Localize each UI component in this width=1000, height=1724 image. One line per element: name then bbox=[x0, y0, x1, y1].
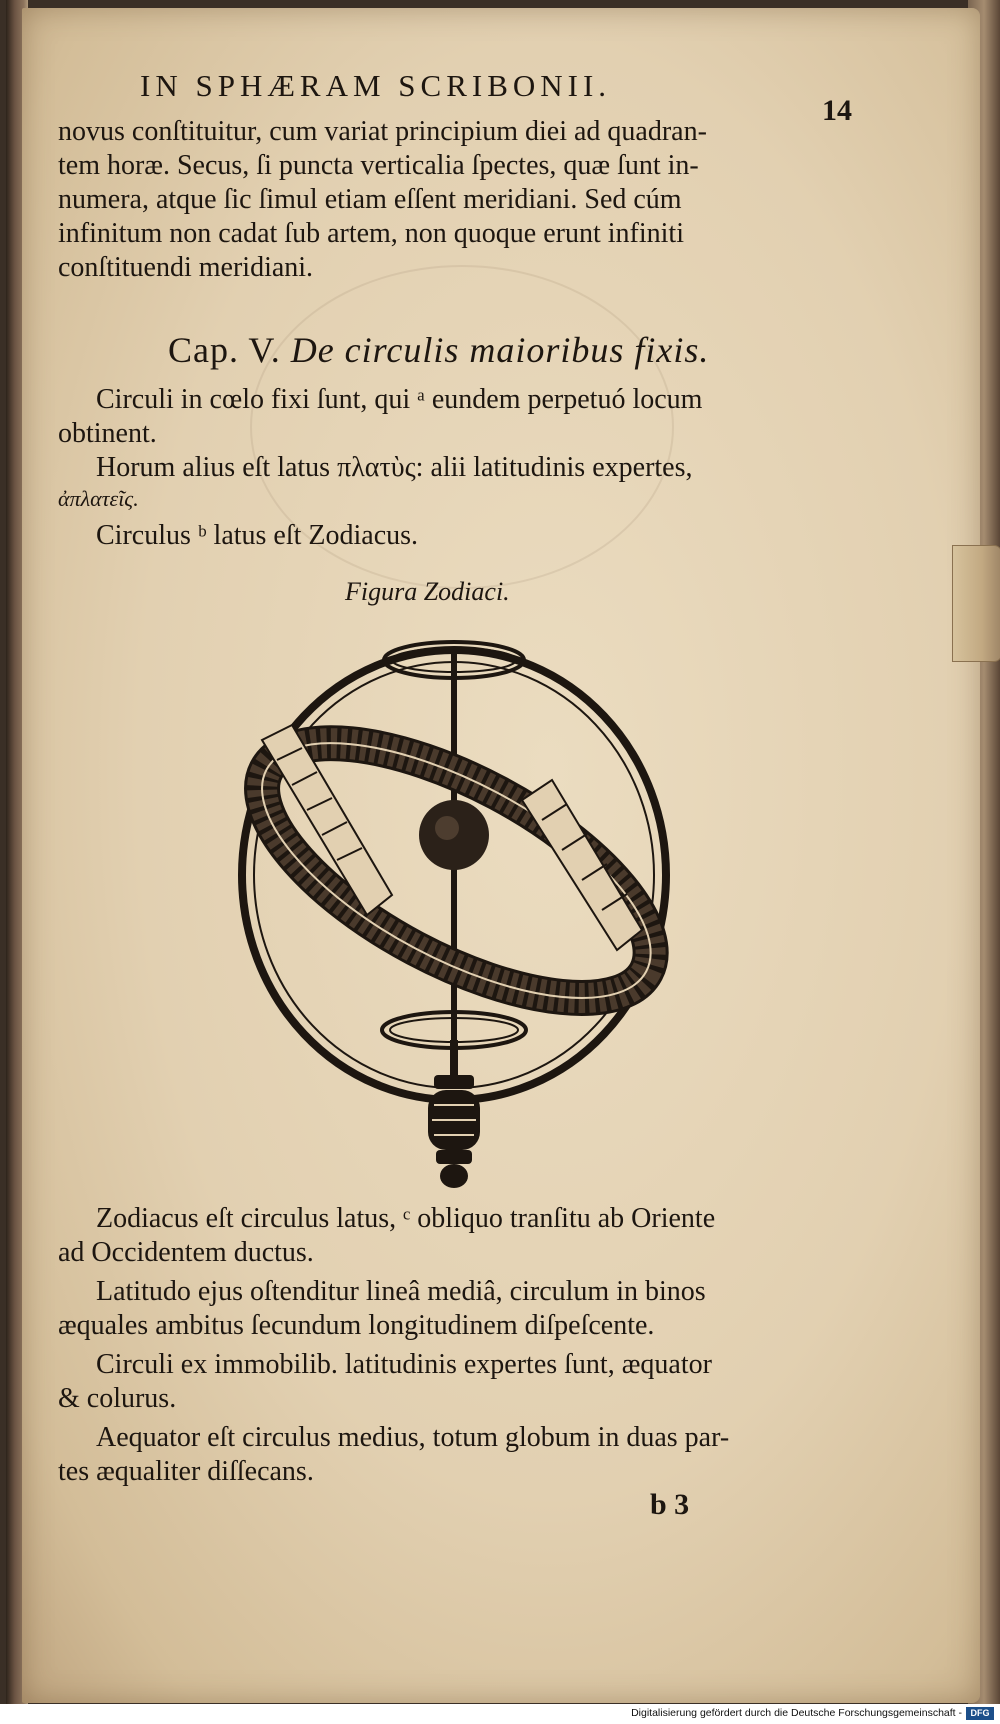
text-line: Latitudo ejus oſtenditur lineâ mediâ, circulum in binos bbox=[96, 1276, 706, 1307]
text-line: Circuli ex immobilib. latitudinis expertes ſunt, æquator bbox=[96, 1349, 712, 1380]
text-line: Circulus ᵇ latus eſt Zodiacus. bbox=[96, 520, 419, 551]
running-head: IN SPHÆRAM SCRIBONII. bbox=[140, 68, 612, 103]
text-line: Circuli in cœlo fixi ſunt, qui ᵃ eundem perpetuó locum bbox=[96, 384, 703, 415]
text-line: Zodiacus eſt circulus latus, ᶜ obliquo tranſitu ab Oriente bbox=[96, 1203, 716, 1234]
zodiac-armillary-woodcut bbox=[222, 620, 692, 1195]
bookmark-tab bbox=[952, 545, 1000, 662]
text-line: conſtituendi meridiani. bbox=[58, 252, 314, 283]
chapter-number: Cap. V. bbox=[168, 330, 281, 370]
text-line: infinitum non cadat ſub artem, non quoque erunt infiniti bbox=[58, 218, 684, 249]
text-line: obtinent. bbox=[58, 418, 157, 449]
text-line: novus conſtituitur, cum variat principium diei ad quadran- bbox=[58, 116, 707, 147]
dfg-logo: DFG bbox=[966, 1707, 994, 1720]
footer-credit: Digitalisierung gefördert durch die Deutsche Forschungsgemeinschaft - bbox=[631, 1707, 962, 1719]
text-line: Horum alius eſt latus πλατὺς: alii latitudinis expertes, bbox=[96, 452, 693, 483]
figure-caption: Figura Zodiaci. bbox=[345, 577, 510, 606]
text-line: æquales ambitus ſecundum longitudinem diſpeſcente. bbox=[58, 1310, 655, 1341]
signature-mark: b 3 bbox=[650, 1488, 690, 1521]
text-line: tes æqualiter diſſecans. bbox=[58, 1456, 314, 1487]
chapter-title: De circulis maioribus fixis. bbox=[290, 330, 710, 370]
page-number: 14 bbox=[822, 94, 852, 127]
chapter-heading bbox=[168, 329, 709, 371]
text-line: ad Occidentem ductus. bbox=[58, 1237, 314, 1268]
text-line: Aequator eſt circulus medius, totum globum in duas par- bbox=[96, 1422, 730, 1453]
text-line: & colurus. bbox=[58, 1383, 177, 1414]
text-line: tem horæ. Secus, ſi puncta verticalia ſpectes, quæ ſunt in- bbox=[58, 150, 699, 181]
text-line: numera, atque ſic ſimul etiam eſſent meridiani. Sed cúm bbox=[58, 184, 682, 215]
text-line: ἀπλατεῖς. bbox=[58, 486, 139, 511]
